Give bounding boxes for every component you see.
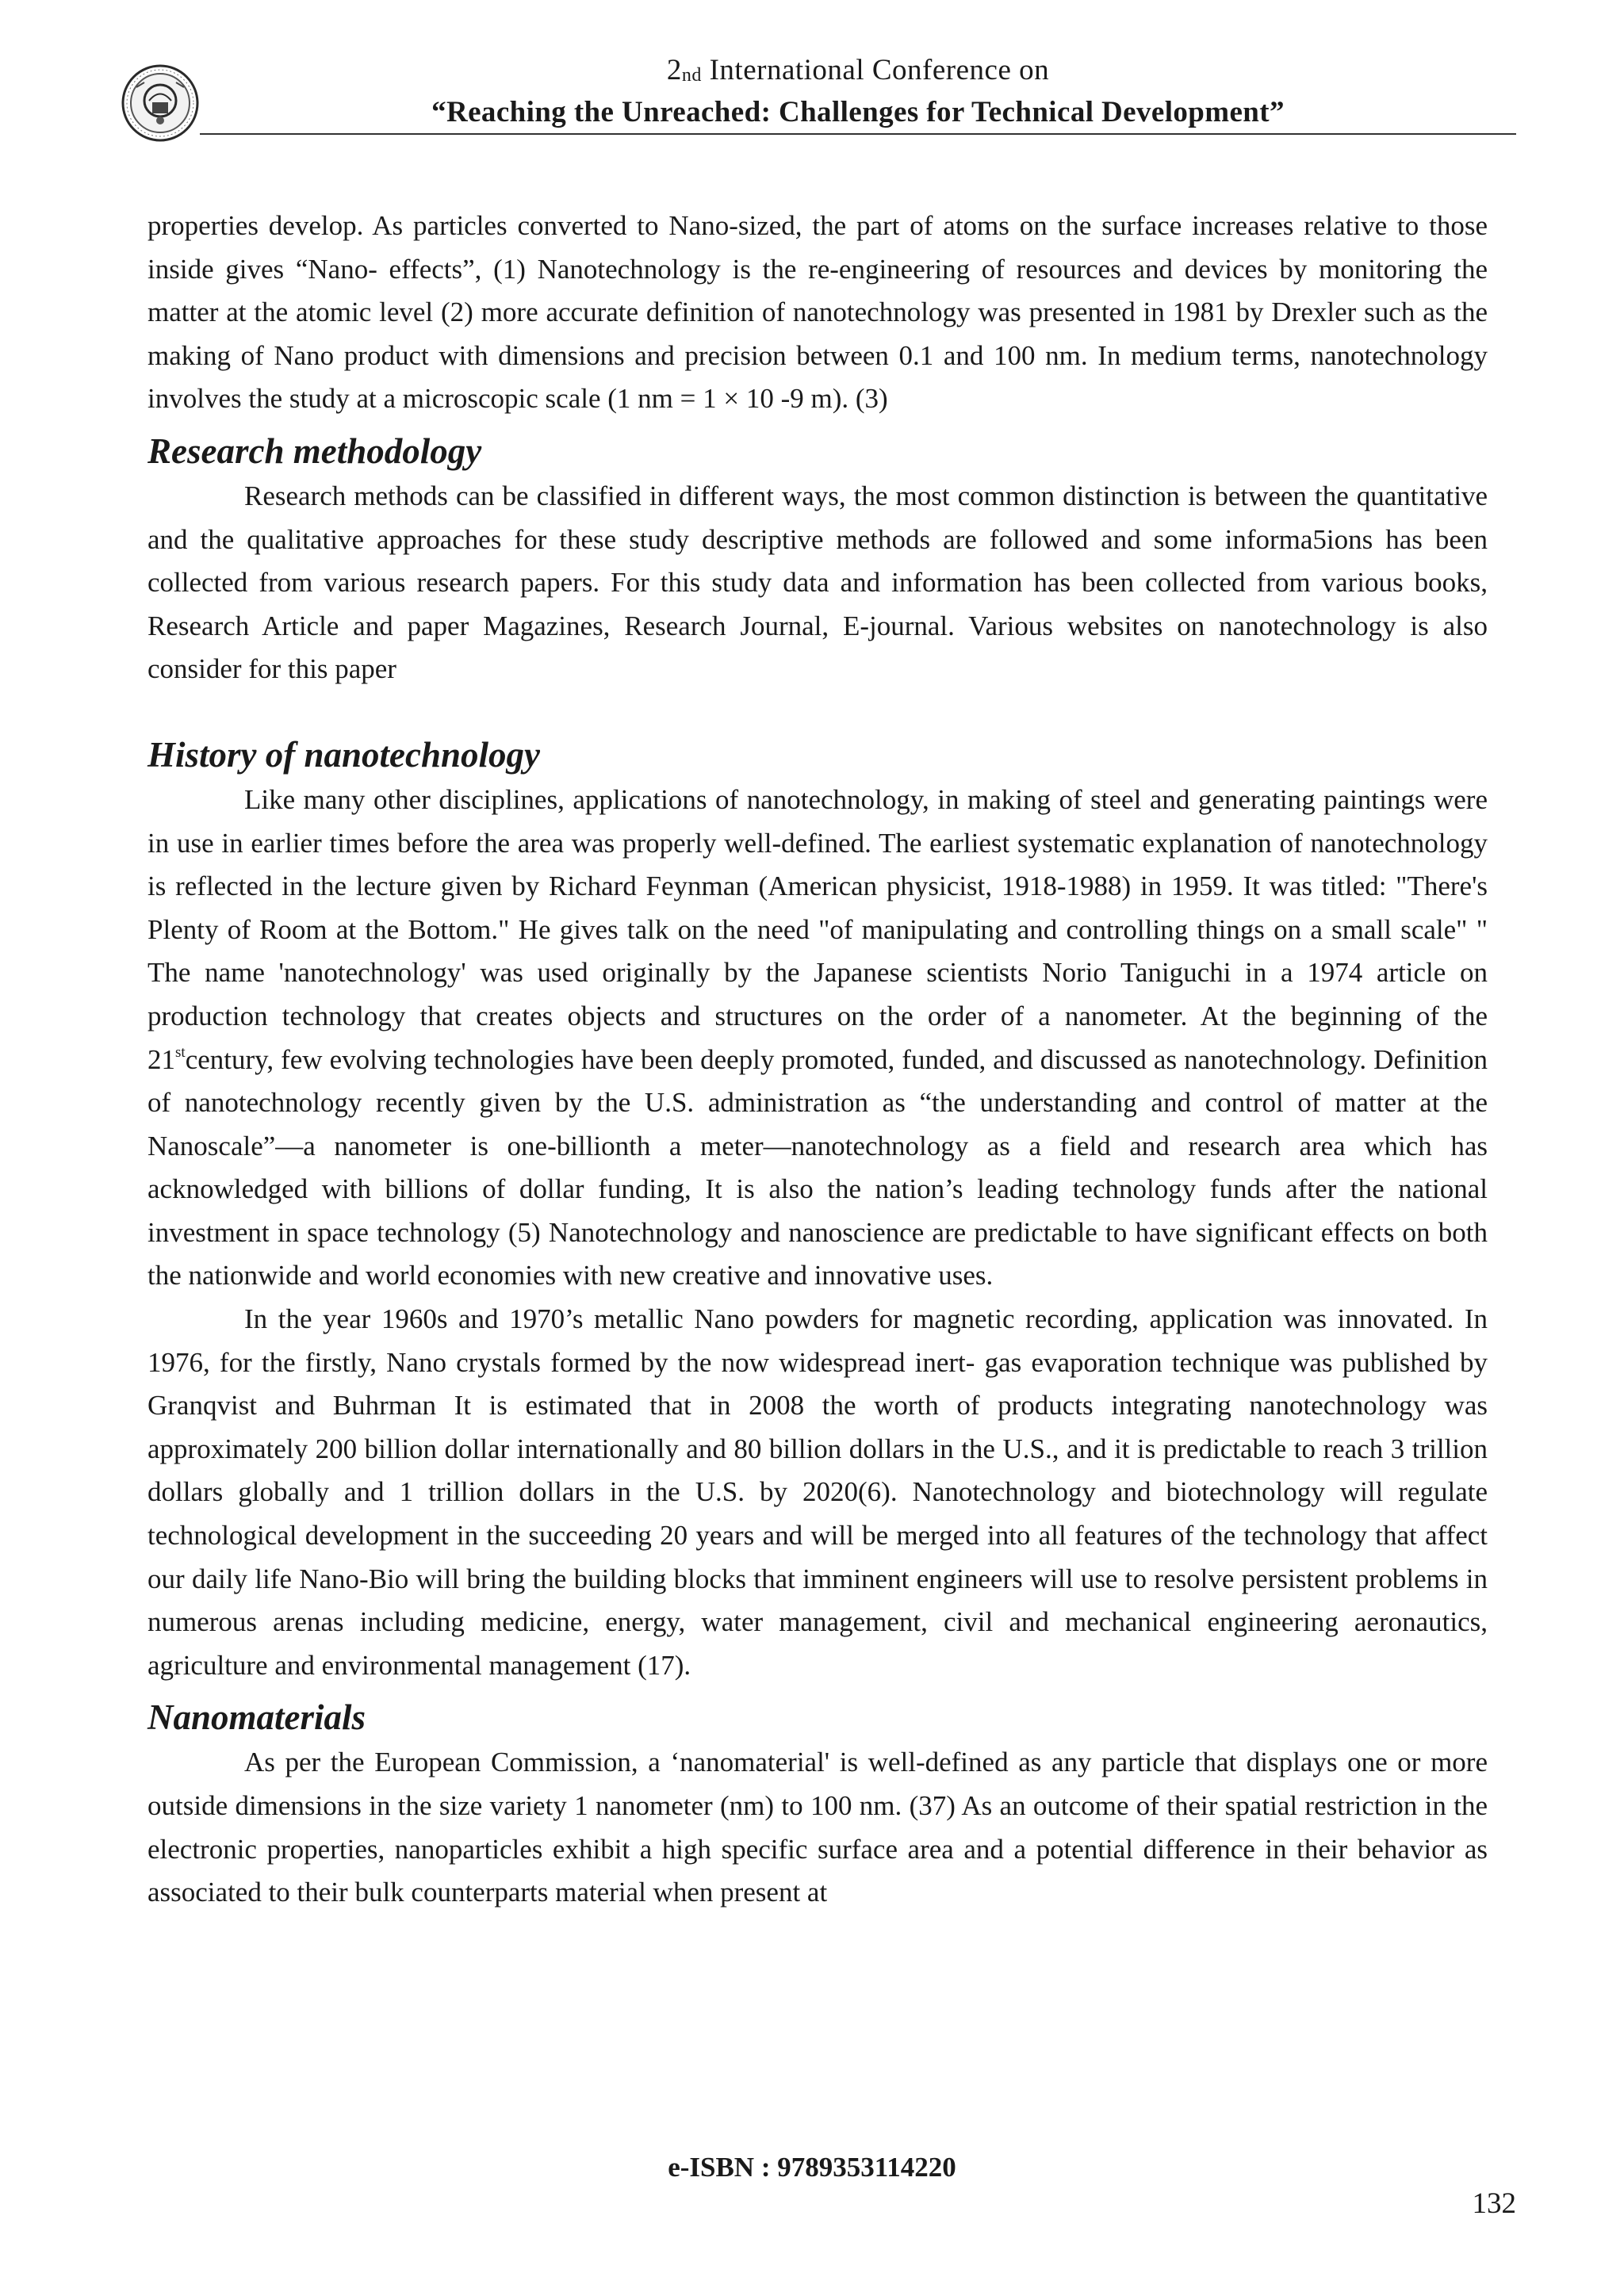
history-paragraph-1-part-a: Like many other disciplines, applications of nanotechnology, in making of steel and generating paintings were in use in earlier times before the area was properly well-defined. The earliest systematic explanation of nanotechnology is reflected in the lecture given by Richard Feynman (American physicist, 1918-1988) in 1959. It was titled: "There's Plenty of Room at the Bottom." He gives talk on the need "of manipulating and controlling things on a small scale" " The name 'nanotechnology' was used originally by the Japanese scientists Norio Taniguchi in a 1974 article on production technology that creates objects and structures on the order of a nanometer. At the beginning of the 21 [147,783,1488,1075]
conference-name: International Conference on [701,54,1050,86]
research-methodology-heading: Research methodology [147,430,482,471]
nanomaterials-heading: Nanomaterials [147,1697,366,1738]
running-header [200,52,1516,132]
research-methodology-paragraph: Research methods can be classified in different ways, the most common distinction is between the quantitative and the qualitative approaches for these study descriptive methods are followed and some informa5ions has been collected from various research papers. For this study data and information has been collected from various books, Research Article and paper Magazines, Research Journal, E-journal. Various websites on nanotechnology is also consider for this paper [147,480,1488,685]
history-paragraph-1 [147,779,1488,1298]
isbn-footer: e-ISBN : 9789353114220 [668,2152,956,2183]
paper-body [147,205,1488,1915]
conference-ordinal-number: 2 [666,54,682,86]
nanomaterials-paragraph: As per the European Commission, a ‘nanomaterial' is well-defined as any particle that displays one or more outside dimensions in the size variety 1 nanometer (nm) to 100 nm. (37) As an outcome of their spatial restriction in the electronic properties, nanoparticles exhibit a high specific surface area and a potential difference in their behavior as associated to their bulk counterparts material when present at [147,1747,1488,1908]
header-divider [200,133,1516,135]
history-paragraph-1-part-b: century, few evolving technologies have been deeply promoted, funded, and discussed as nanotechnology. Definition of nanotechnology recently given by the U.S. administration as “the understanding and control of matter at the Nanoscale”—a nanometer is one-billionth a meter—nanotechnology as a field and research area which has acknowledged with billions of dollar funding, It is also the nation’s leading technology funds after the national investment in space technology (5) Nanotechnology and nanoscience are predictable to have significant effects on both the nationwide and world economies with new creative and innovative uses. [147,1043,1488,1292]
conference-seal-icon [121,63,200,143]
history-paragraph-2: In the year 1960s and 1970’s metallic Nano powders for magnetic recording, application was innovated. In 1976, for the firstly, Nano crystals formed by the now widespread inert- gas evaporation technique was published by Granqvist and Buhrman It is estimated that in 2008 the worth of products integrating nanotechnology was approximately 200 billion dollar internationally and 80 billion dollars in the U.S., and it is predictable to reach 3 trillion dollars globally and 1 trillion dollars in the U.S. by 2020(6). Nanotechnology and biotechnology will regulate technological development in the succeeding 20 years and will be merged into all features of the technology that affect our daily life Nano-Bio will bring the building blocks that imminent engineers will use to resolve persistent problems in numerous arenas including medicine, energy, water management, civil and mechanical engineering aeronautics, agriculture and environmental management (17). [147,1303,1488,1681]
conference-title: “Reaching the Unreached: Challenges for Technical Development” [431,96,1285,128]
conference-ordinal-suffix: nd [681,65,702,86]
page-number: 132 [1472,2187,1516,2220]
history-heading: History of nanotechnology [147,734,541,775]
conference-line [200,52,1516,94]
intro-paragraph: properties develop. As particles converted to Nano-sized, the part of atoms on the surface increases relative to those inside gives “Nano- effects”, (1) Nanotechnology is the re-engineering of resources and devices by monitoring the matter at the atomic level (2) more accurate definition of nanotechnology was presented in 1981 by Drexler such as the making of Nano product with dimensions and precision between 0.1 and 100 nm. In medium terms, nanotechnology involves the study at a microscopic scale (1 nm = 1 × 10 -9 m). (3) [147,210,1488,415]
century-ordinal-superscript: st [175,1043,186,1061]
